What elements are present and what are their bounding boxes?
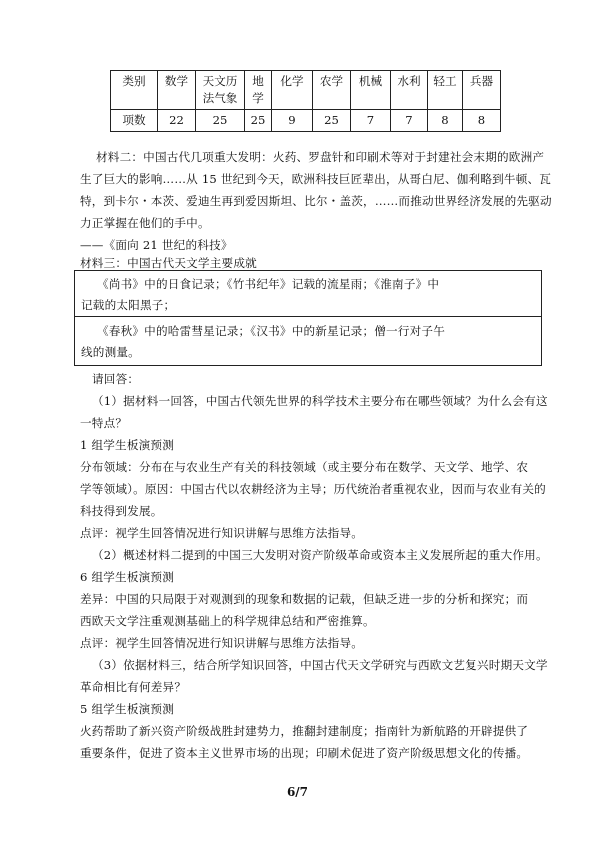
table-cell: 7 (391, 110, 428, 132)
table-cell: 7 (351, 110, 391, 132)
material3-box-line: 《春秋》中的哈雷彗星记录；《汉书》中的新星记录；僧一行对子午 (97, 324, 446, 338)
question2-group: 6 组学生板演预测 (80, 570, 175, 584)
question3-group: 5 组学生板演预测 (80, 702, 175, 716)
question3-answer-line: 火药帮助了新兴资产阶级战胜封建势力，推翻封建制度；指南针为新航路的开辟提供了 (80, 724, 529, 738)
table-cell: 兵器 (463, 71, 501, 110)
table-cell: 25 (313, 110, 351, 132)
material2-line: 特，到卡尔・本茨、爱迪生再到爱因斯坦、比尔・盖茨，……而推动世界经济发展的先驱动 (80, 194, 552, 208)
question1-group: 1 组学生板演预测 (80, 438, 175, 452)
material3-box (74, 270, 542, 366)
question3-line: 革命相比有何差异？ (80, 680, 187, 694)
material2-line: 生了巨大的影响……从 15 世纪到今天，欧洲科技巨匠辈出，从哥白尼、伽利略到牛顿、瓦 (80, 172, 552, 186)
table-cell: 农学 (313, 71, 351, 110)
table-cell: 项数 (111, 110, 158, 132)
table-cell: 8 (428, 110, 463, 132)
material3-box-line: 线的测量。 (81, 345, 140, 359)
question1-answer-line: 科技得到发展。 (80, 504, 163, 518)
table-cell: 25 (245, 110, 272, 132)
question2-answer-line: 西欧天文学注重观测基础上的科学规律总结和严密推算。 (80, 614, 375, 628)
table-cell: 9 (272, 110, 313, 132)
question3-line: （3）依据材料三，结合所学知识回答，中国古代天文学研究与西欧文艺复兴时期天文学 (92, 658, 548, 672)
table-cell: 22 (158, 110, 196, 132)
table-cell: 天文历 法气象 (196, 71, 245, 110)
table-header-row (111, 71, 501, 110)
table-cell: 8 (463, 110, 501, 132)
question1-answer-line: 分布领域：分布在与农业生产有关的科技领域（或主要分布在数学、天文学、地学、农 (80, 460, 529, 474)
table-row (111, 110, 501, 132)
material3-title: 材料三：中国古代天文学主要成就 (80, 256, 257, 270)
page-number: 6/7 (286, 785, 309, 799)
material3-box-line: 《尚书》中的日食记录；《竹书纪年》记载的流星雨；《淮南子》中 (97, 277, 440, 291)
question3-answer-line: 重要条件，促进了资本主义世界市场的出现；印刷术促进了资产阶级思想文化的传播。 (80, 746, 529, 760)
table-cell: 水利 (391, 71, 428, 110)
question1-comment: 点评：视学生回答情况进行知识讲解与思维方法指导。 (80, 526, 364, 540)
question1-line: （1）据材料一回答，中国古代领先世界的科学技术主要分布在哪些领域？为什么会有这 (92, 394, 548, 408)
answer-prompt: 请回答： (92, 372, 140, 386)
question1-line: 一特点？ (80, 416, 128, 430)
table-cell: 数学 (158, 71, 196, 110)
question1-answer-line: 学等领域）。原因：中国古代以农耕经济为主导；历代统治者重视农业，因而与农业有关的 (80, 482, 546, 496)
material3-box-line: 记载的太阳黑子； (81, 298, 176, 312)
table-cell: 类别 (111, 71, 158, 110)
question2-comment: 点评：视学生回答情况进行知识讲解与思维方法指导。 (80, 636, 364, 650)
table-cell: 轻工 (428, 71, 463, 110)
table-cell: 地 学 (245, 71, 272, 110)
question2-line: （2）概述材料二提到的中国三大发明对资产阶级革命或资本主义发展所起的重大作用。 (92, 548, 548, 562)
table-cell: 化学 (272, 71, 313, 110)
table-cell: 机械 (351, 71, 391, 110)
question2-answer-line: 差异：中国的只局限于对观测到的现象和数据的记载，但缺乏进一步的分析和探究；而 (80, 592, 529, 606)
material2-line: 材料二：中国古代几项重大发明：火药、罗盘针和印刷术等对于封建社会末期的欧洲产 (96, 150, 545, 164)
material2-line: 力正掌握在他们的手中。 (80, 216, 210, 230)
material2-source: ——《面向 21 世纪的科技》 (80, 238, 233, 252)
table-cell: 25 (196, 110, 245, 132)
science-category-table (110, 70, 501, 132)
